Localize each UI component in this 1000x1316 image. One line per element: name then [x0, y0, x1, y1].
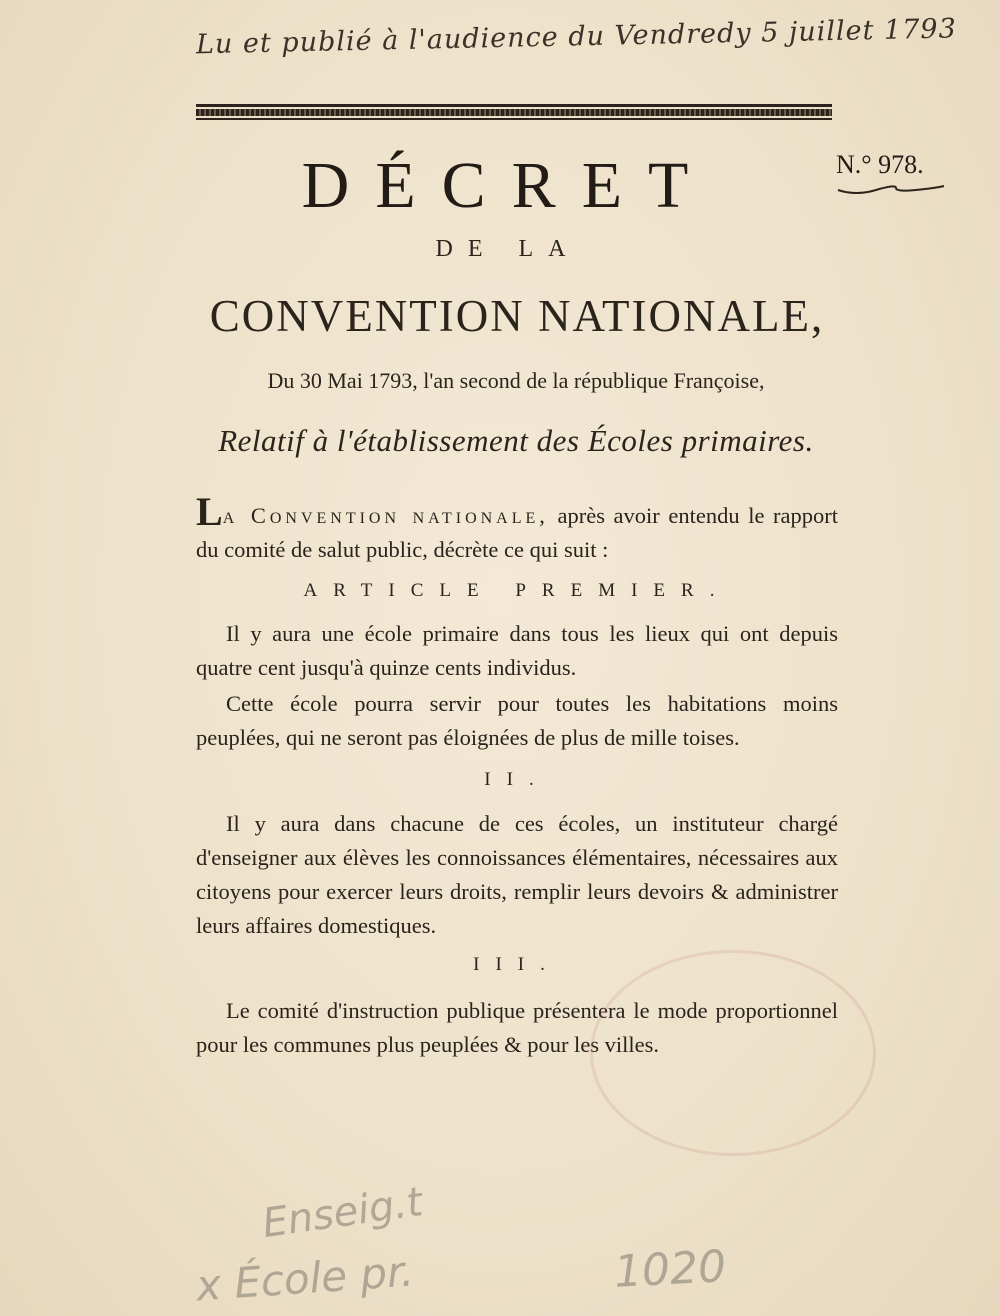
article-1-heading: ARTICLE PREMIER.	[303, 580, 731, 601]
handwritten-note: Lu et publié à l'audience du Vendredy 5 juillet 1793	[195, 13, 958, 61]
article-2-body	[196, 807, 838, 943]
top-rule-bottom	[196, 118, 832, 120]
top-rule-ornament	[196, 109, 832, 116]
article-2-paragraph-1: Il y aura dans chacune de ces écoles, un instituteur chargé d'enseigner aux élèves les connoissances élémentaires, nécessaires aux citoyens pour exercer leurs droits, remplir leurs devoirs & administrer leurs affaires domestiques.	[196, 811, 838, 938]
article-3-paragraph-1: Le comité d'instruction publique présentera le mode proportionnel pour les communes plus peuplées & pour les villes.	[196, 998, 838, 1057]
opening-text: après avoir entendu le rapport du comité de salut public, décrète ce qui suit :	[196, 503, 838, 562]
faint-stamp	[590, 950, 876, 1156]
convention-heading: CONVENTION NATIONALE,	[209, 291, 825, 341]
drop-cap: L	[196, 489, 223, 534]
article-2-heading: II.	[484, 769, 550, 790]
opening-smallcaps: a Convention nationale,	[222, 503, 549, 528]
date-line: Du 30 Mai 1793, l'an second de la république Françoise,	[267, 368, 765, 393]
decree-subtitle: DE LA	[435, 236, 581, 262]
decree-subject: Relatif à l'établissement des Écoles primaires.	[218, 423, 814, 458]
pencil-note-number: 1020	[612, 1241, 728, 1298]
article-3-heading: III.	[473, 954, 561, 975]
decree-number: N.° 978.	[836, 150, 924, 179]
article-1-body	[196, 617, 838, 755]
decree-title: DÉCRET	[301, 149, 715, 222]
pencil-note-enseig: Enseig.t	[259, 1179, 426, 1247]
opening-paragraph	[196, 489, 838, 567]
article-1-paragraph-1: Il y aura une école primaire dans tous les lieux qui ont depuis quatre cent jusqu'à quinze cents individus.	[196, 621, 838, 680]
number-flourish	[836, 182, 948, 198]
top-rule	[196, 104, 832, 107]
pencil-note-ecole: x École pr.	[194, 1246, 416, 1311]
article-1-paragraph-2: Cette école pourra servir pour toutes les habitations moins peuplées, qui ne seront pas éloignées de plus de mille toises.	[196, 691, 838, 750]
